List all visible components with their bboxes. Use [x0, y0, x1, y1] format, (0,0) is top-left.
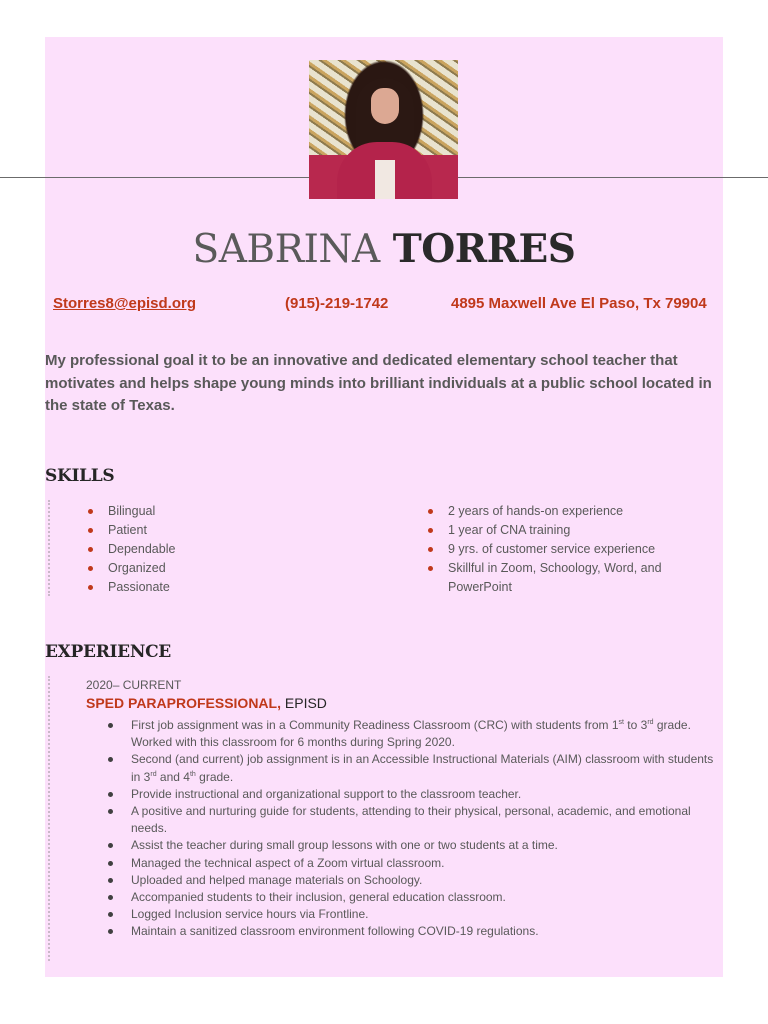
skills-list-left	[86, 502, 286, 597]
duty-text: grade.	[195, 769, 234, 784]
duty-item: Accompanied students to their inclusion, general education classroom.	[105, 889, 720, 906]
duty-text: and 4	[156, 769, 190, 784]
ordinal-suffix: th	[189, 770, 196, 778]
duty-item: Assist the teacher during small group lessons with one or two students at a time.	[105, 837, 720, 854]
duty-item: Managed the technical aspect of a Zoom virtual classroom.	[105, 855, 720, 872]
job-title	[86, 695, 327, 711]
job-organization: EPISD	[281, 695, 327, 711]
photo-shirt	[375, 160, 395, 199]
duty-item: A positive and nurturing guide for students, attending to their physical, personal, academic, and emotional needs.	[105, 803, 720, 837]
skill-item: Passionate	[86, 578, 286, 597]
duty-item: Logged Inclusion service hours via Frontline.	[105, 906, 720, 923]
job-role: SPED PARAPROFESSIONAL,	[86, 695, 281, 711]
job-duties-list	[105, 717, 720, 941]
skill-item: Patient	[86, 521, 286, 540]
ordinal-suffix: rd	[647, 719, 654, 726]
last-name: TORRES	[392, 226, 576, 272]
skill-item: Organized	[86, 559, 286, 578]
first-name: SABRINA	[192, 227, 380, 272]
duty-text: First job assignment was in a Community Readiness Classroom (CRC) with students from 1	[131, 718, 619, 732]
skill-item: Dependable	[86, 540, 286, 559]
career-objective: My professional goal it to be an innovative and dedicated elementary school teacher that motivates and helps shape young minds into brilliant individuals at a public school located in the state of Texas.	[45, 352, 712, 414]
duty-item: Uploaded and helped manage materials on Schoology.	[105, 872, 720, 889]
duty-item	[105, 717, 720, 751]
address: 4895 Maxwell Ave El Paso, Tx 79904	[451, 295, 707, 312]
skill-item: 9 yrs. of customer service experience	[426, 540, 686, 559]
skill-item: 2 years of hands-on experience	[426, 502, 686, 521]
duty-text: grade. Worked with this classroom for 6 months during Spring 2020.	[131, 718, 691, 750]
duty-text: Second (and current) job assignment is in an Accessible Instructional Materials (AIM) classroom with students in 3	[131, 752, 714, 784]
skills-list-right	[426, 502, 686, 597]
skills-heading: SKILLS	[45, 466, 115, 486]
full-name	[0, 226, 768, 272]
job-dates: 2020– CURRENT	[86, 678, 182, 692]
ordinal-suffix: st	[618, 719, 624, 726]
ordinal-suffix: rd	[150, 770, 157, 778]
skills-divider	[48, 500, 50, 596]
phone-number: (915)-219-1742	[285, 295, 389, 312]
skill-item: Skillful in Zoom, Schoology, Word, and PowerPoint	[426, 559, 686, 597]
experience-heading: EXPERIENCE	[45, 642, 171, 662]
duty-item	[105, 751, 720, 785]
duty-item: Provide instructional and organizational support to the classroom teacher.	[105, 786, 720, 803]
photo-face	[371, 88, 399, 124]
email-link[interactable]: Storres8@episd.org	[53, 295, 196, 312]
experience-divider	[48, 676, 50, 961]
duty-item: Maintain a sanitized classroom environment following COVID-19 regulations.	[105, 923, 720, 940]
skill-item: 1 year of CNA training	[426, 521, 686, 540]
duty-text: to 3	[623, 718, 648, 732]
profile-photo	[309, 60, 458, 199]
skill-item: Bilingual	[86, 502, 286, 521]
